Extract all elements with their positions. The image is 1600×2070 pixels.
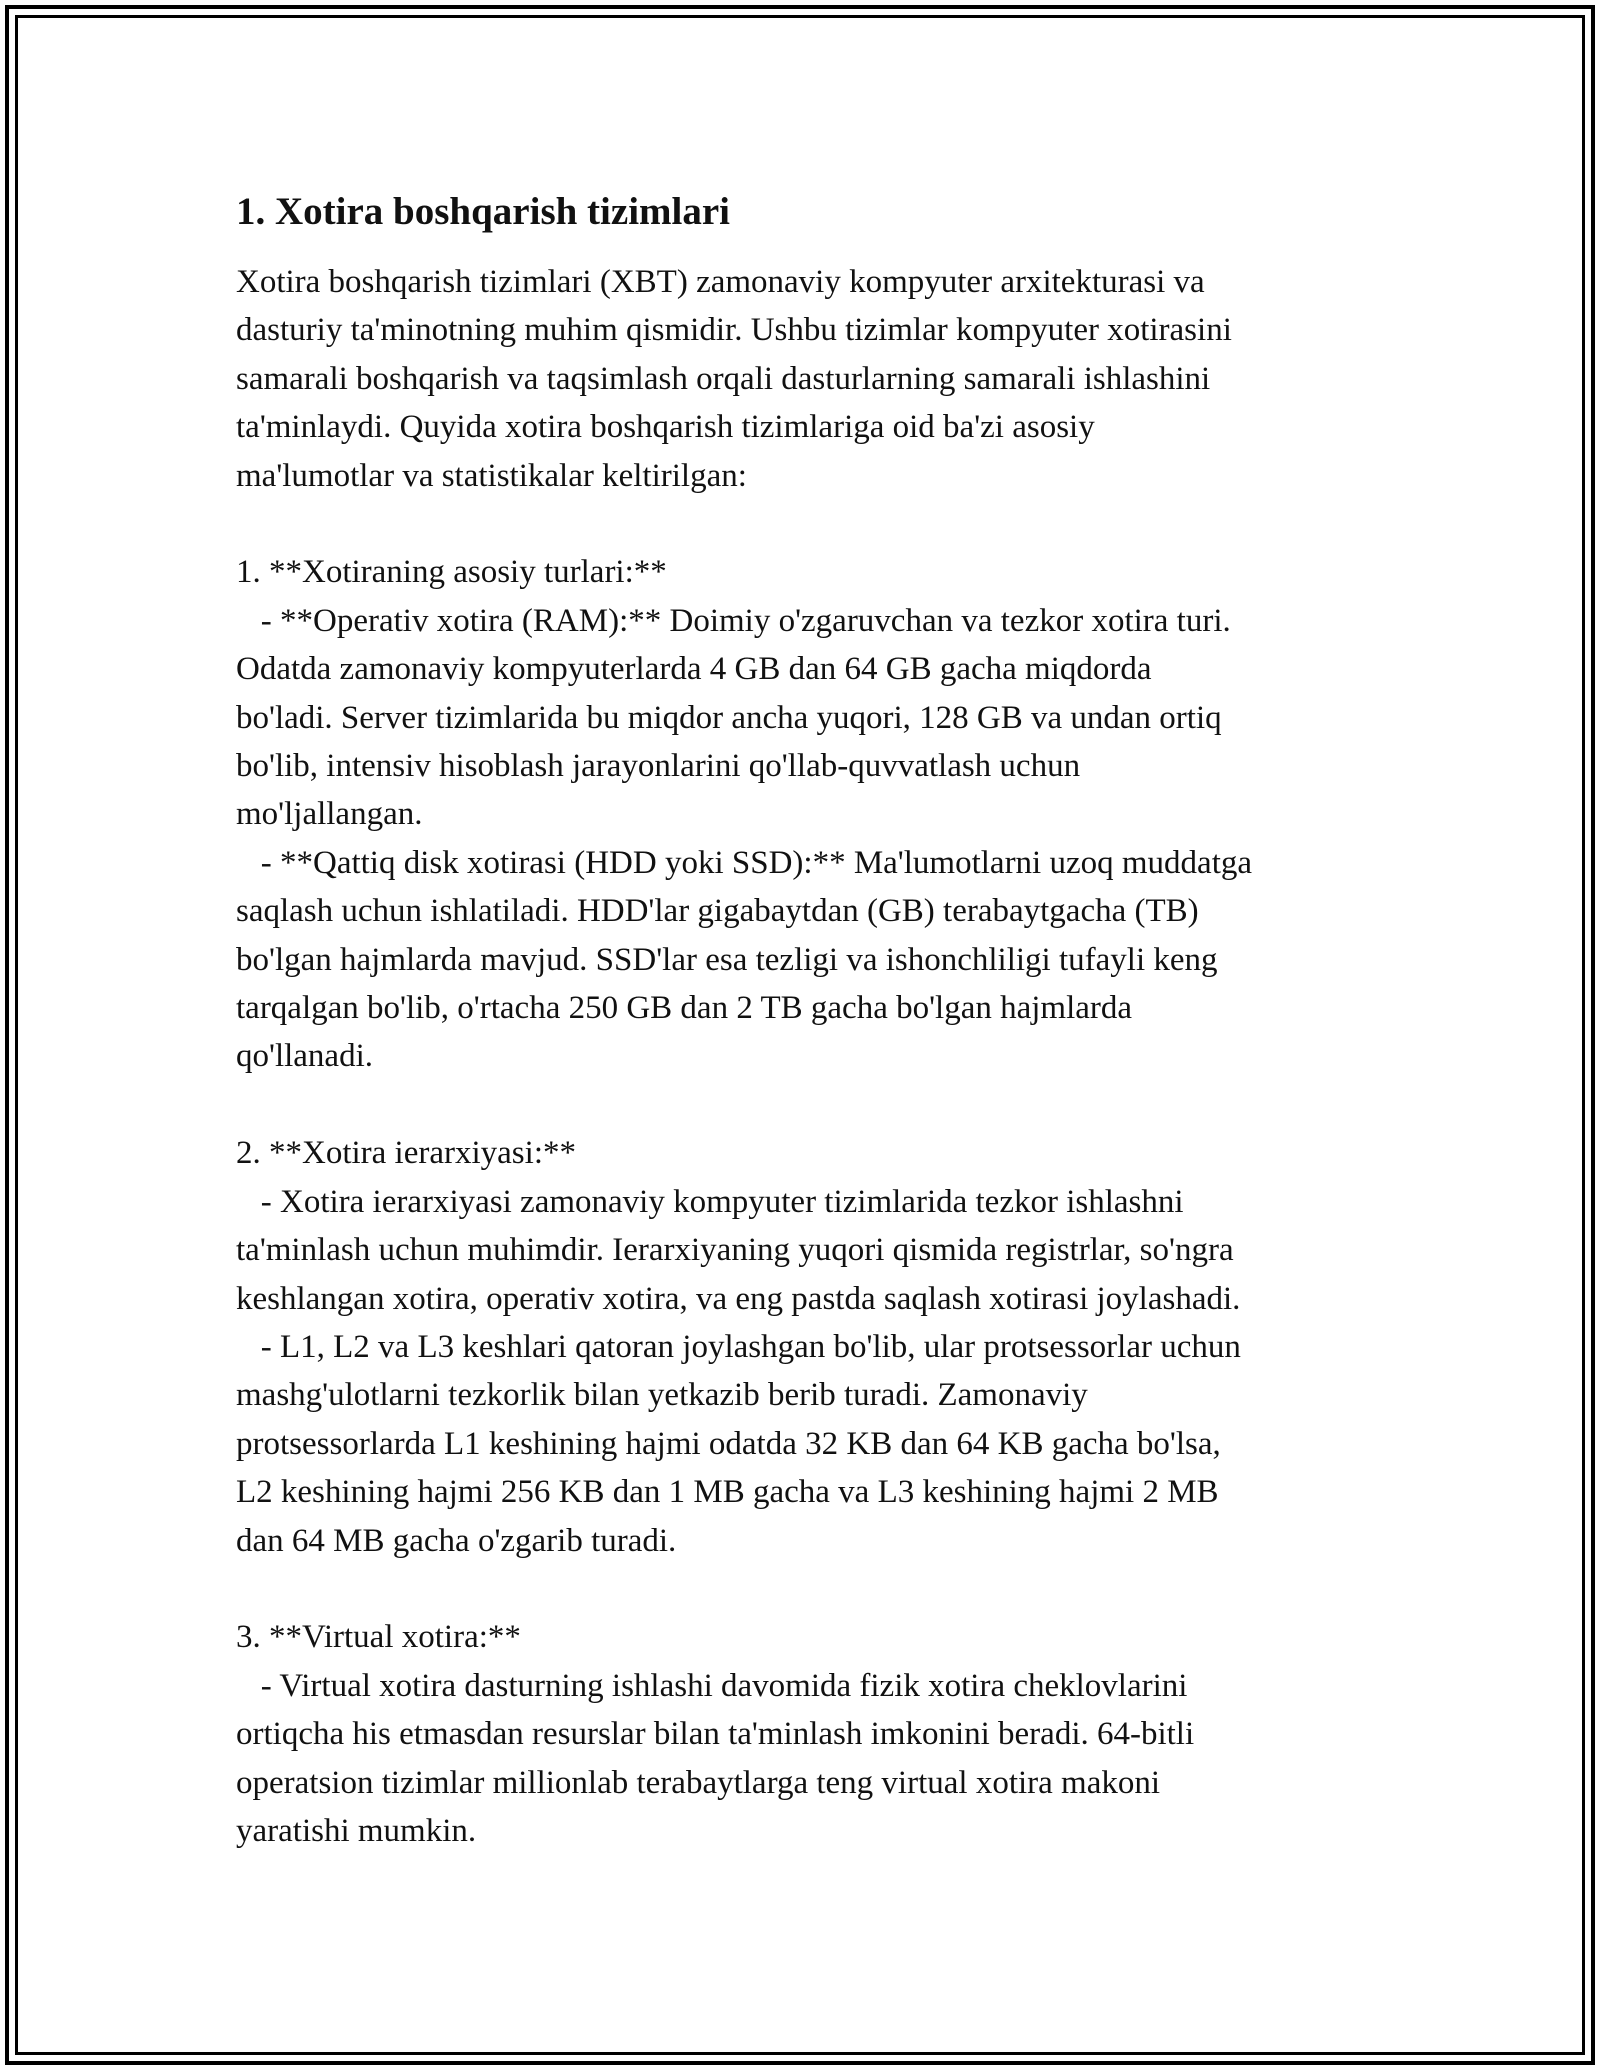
text-line: - Xotira ierarxiyasi zamonaviy kompyuter tizimlarida tezkor ishlashni [236,1183,1184,1220]
text-line: Odatda zamonaviy kompyuterlarda 4 GB dan 64 GB gacha miqdorda [236,651,1152,688]
text-line: keshlangan xotira, operativ xotira, va eng pastda saqlash xotirasi joylashadi. [236,1280,1241,1317]
text-line: - **Qattiq disk xotirasi (HDD yoki SSD):** Ma'lumotlarni uzoq muddatga [236,844,1253,881]
text-line: saqlash uchun ishlatiladi. HDD'lar gigabaytdan (GB) terabaytgacha (TB) [236,893,1199,930]
text-line: yaratishi mumkin. [236,1812,477,1849]
text-line: ma'lumotlar va statistikalar keltirilgan: [236,457,747,494]
document-content [236,186,1386,1855]
text-line: ortiqcha his etmasdan resurslar bilan ta'minlash imkonini beradi. 64-bitli [236,1716,1195,1753]
text-line: - L1, L2 va L3 keshlari qatoran joylashgan bo'lib, ular protsessorlar uchun [236,1328,1241,1365]
text-line: bo'lib, intensiv hisoblash jarayonlarini qo'llab-quvvatlash uchun [236,748,1081,785]
text-line: 1. **Xotiraning asosiy turlari:** [236,554,667,591]
text-line: - **Operativ xotira (RAM):** Doimiy o'zgaruvchan va tezkor xotira turi. [236,602,1231,639]
text-line: Xotira boshqarish tizimlari (XBT) zamonaviy kompyuter arxitekturasi va [236,264,1205,300]
text-line: bo'lgan hajmlarda mavjud. SSD'lar esa tezligi va ishonchliligi tufayli keng [236,941,1218,978]
text-line: tarqalgan bo'lib, o'rtacha 250 GB dan 2 TB gacha bo'lgan hajmlarda [236,990,1133,1027]
text-line: - Virtual xotira dasturning ishlashi davomida fizik xotira cheklovlarini [236,1667,1188,1704]
text-line: operatsion tizimlar millionlab terabaytlarga teng virtual xotira makoni [236,1764,1161,1801]
text-line: bo'ladi. Server tizimlarida bu miqdor ancha yuqori, 128 GB va undan ortiq [236,699,1222,736]
document-title: 1. Xotira boshqarish tizimlari [236,190,730,233]
text-line: mashg'ulotlarni tezkorlik bilan yetkazib berib turadi. Zamonaviy [236,1377,1088,1414]
text-line: qo'llanadi. [236,1038,373,1075]
text-line: protsessorlarda L1 keshining hajmi odatda 32 KB dan 64 KB gacha bo'lsa, [236,1425,1221,1462]
text-line: ta'minlash uchun muhimdir. Ierarxiyaning yuqori qismida registrlar, so'ngra [236,1232,1234,1269]
text-line [236,1081,1386,1129]
document-body [236,258,1386,1855]
text-line: mo'ljallangan. [236,796,423,833]
text-line: L2 keshining hajmi 256 KB dan 1 MB gacha va L3 keshining hajmi 2 MB [236,1474,1219,1511]
text-line: dasturiy ta'minotning muhim qismidir. Ushbu tizimlar kompyuter xotirasini [236,312,1232,349]
text-line: samarali boshqarish va taqsimlash orqali dasturlarning samarali ishlashini [236,360,1211,397]
text-line: 3. **Virtual xotira:** [236,1619,521,1656]
text-line: ta'minlaydi. Quyida xotira boshqarish tizimlariga oid ba'zi asosiy [236,409,1095,446]
text-line: dan 64 MB gacha o'zgarib turadi. [236,1522,677,1559]
text-line [236,500,1386,548]
text-line [236,1565,1386,1613]
text-line: 2. **Xotira ierarxiyasi:** [236,1135,576,1172]
